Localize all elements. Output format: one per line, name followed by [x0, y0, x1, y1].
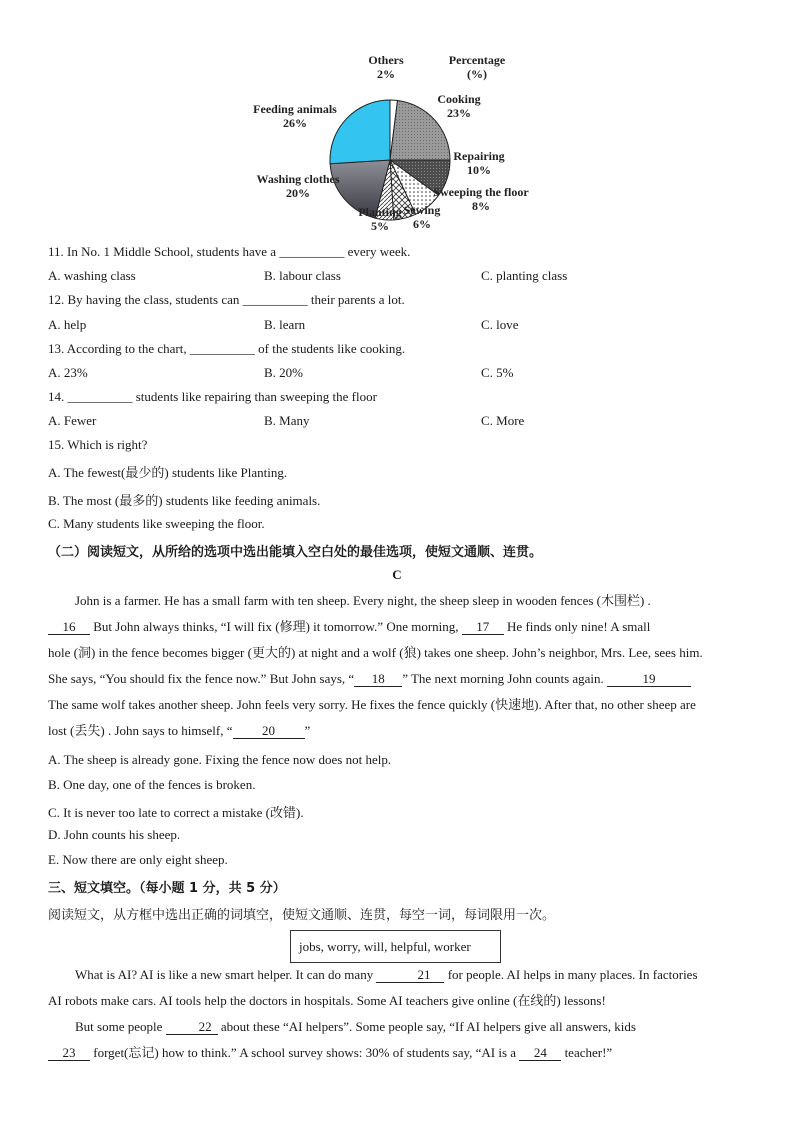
question-13-stem: 13. According to the chart, __________ of the students like cooking. [48, 341, 406, 356]
slice-label: Others [368, 53, 404, 67]
question-15-stem: 15. Which is right? [48, 437, 148, 452]
passage-text: for people. AI helps in many places. In factories [444, 967, 698, 982]
slice-label: Planting [358, 205, 402, 219]
question-13-option-a[interactable]: A. 23% [48, 365, 88, 380]
passage-option-e[interactable]: E. Now there are only eight sheep. [48, 852, 228, 867]
question-14-option-a[interactable]: A. Fewer [48, 413, 97, 428]
answer-blank[interactable]: 24 [519, 1045, 561, 1061]
question-11-stem: 11. In No. 1 Middle School, students have a __________ every week. [48, 244, 411, 259]
answer-blank[interactable]: 19 [607, 671, 691, 687]
slice-value-label: 23% [447, 106, 471, 120]
passage-text: about these “AI helpers”. Some people say, “If AI helpers give all answers, kids [217, 1019, 636, 1034]
passage-text: AI robots make cars. AI tools help the doctors in hospitals. Some AI teachers give online (在线的) lessons! [48, 993, 606, 1008]
section-3-instruction: 阅读短文，从方框中选出正确的词填空，使短文通顺、连贯，每空一词，每词限用一次。 [48, 907, 556, 922]
question-15-option-c[interactable]: C. Many students like sweeping the floor. [48, 516, 265, 531]
slice-value-label: 26% [283, 116, 307, 130]
slice-value-label: 10% [467, 163, 491, 177]
pie-chart [240, 50, 560, 240]
question-11-option-c[interactable]: C. planting class [481, 268, 568, 283]
passage-line [48, 692, 746, 718]
passage-text: teacher!” [561, 1045, 613, 1060]
question-13-option-b[interactable]: B. 20% [264, 365, 303, 380]
passage-text: hole (洞) in the fence becomes bigger (更大的) at night and a wolf (狼) takes one sheep. John’s neighbor, Mrs. Lee, sees him. [48, 645, 703, 660]
slice-label: Cooking [437, 92, 481, 106]
passage-line [48, 666, 746, 692]
slice-value-label: 20% [286, 186, 310, 200]
passage-line [48, 1014, 746, 1040]
passage-line [48, 614, 746, 640]
word-box: jobs, worry, will, helpful, worker [290, 930, 501, 963]
passage-line [48, 988, 746, 1014]
passage-text: But some people [75, 1019, 166, 1034]
slice-label: Sweeping the floor [433, 185, 529, 199]
section-3-heading: 三、短文填空。（每小题 1 分，共 5 分） [48, 881, 286, 896]
passage-text: He finds only nine! A small [503, 619, 651, 634]
passage-text: But John always thinks, “I will fix (修理) it tomorrow.” One morning, [90, 619, 462, 634]
answer-blank[interactable]: 22 [166, 1019, 218, 1035]
passage-text: lost (丢失) . John says to himself, “ [48, 723, 233, 738]
question-14-stem: 14. __________ students like repairing than sweeping the floor [48, 389, 377, 404]
slice-value-label: 6% [413, 217, 431, 231]
question-11-option-b[interactable]: B. labour class [264, 268, 341, 283]
slice-label: Repairing [453, 149, 505, 163]
passage-line [48, 588, 746, 614]
passage-text: ” [304, 723, 311, 738]
passage-line [48, 962, 746, 988]
question-12-option-b[interactable]: B. learn [264, 317, 306, 332]
passage-line [48, 718, 746, 744]
question-12-stem: 12. By having the class, students can __________ their parents a lot. [48, 292, 405, 307]
question-15-option-a[interactable]: A. The fewest(最少的) students like Planting. [48, 465, 288, 480]
passage-line [48, 640, 746, 666]
answer-blank[interactable]: 18 [354, 671, 402, 687]
answer-blank[interactable]: 21 [376, 967, 444, 983]
question-13-option-c[interactable]: C. 5% [481, 365, 514, 380]
slice-label: Washing clothes [256, 172, 340, 186]
passage-option-c[interactable]: C. It is never too late to correct a mistake (改错). [48, 805, 304, 820]
passage-text: John is a farmer. He has a small farm with ten sheep. Every night, the sheep sleep in wooden fences (木围栏) . [75, 593, 651, 608]
answer-blank[interactable]: 17 [462, 619, 504, 635]
question-12-option-a[interactable]: A. help [48, 317, 87, 332]
slice-label: Feeding animals [253, 102, 337, 116]
answer-blank[interactable]: 20 [233, 723, 305, 739]
question-14-option-b[interactable]: B. Many [264, 413, 310, 428]
passage-option-b[interactable]: B. One day, one of the fences is broken. [48, 777, 256, 792]
slice-label: Sewing [403, 203, 441, 217]
pie-slice-feeding-animals [330, 100, 390, 164]
answer-blank[interactable]: 23 [48, 1045, 90, 1061]
question-12-option-c[interactable]: C. love [481, 317, 519, 332]
slice-value-label: 2% [377, 67, 395, 81]
passage-text: ” The next morning John counts again. [402, 671, 608, 686]
question-14-option-c[interactable]: C. More [481, 413, 525, 428]
passage-option-d[interactable]: D. John counts his sheep. [48, 827, 181, 842]
legend-title: Percentage [448, 53, 506, 67]
pie-slice-cooking [390, 100, 450, 160]
passage-text: forget(忘记) how to think.” A school survey shows: 30% of students say, “AI is a [90, 1045, 520, 1060]
passage-text: What is AI? AI is like a new smart helper. It can do many [75, 967, 377, 982]
slice-value-label: 5% [371, 219, 389, 233]
passage-text: The same wolf takes another sheep. John feels very sorry. He fixes the fence quickly (快速地). After that, no other sheep are [48, 697, 696, 712]
passage-title: C [392, 567, 402, 582]
question-15-option-b[interactable]: B. The most (最多的) students like feeding animals. [48, 493, 321, 508]
question-11-option-a[interactable]: A. washing class [48, 268, 136, 283]
passage-line [48, 1040, 746, 1066]
passage-text: She says, “You should fix the fence now.” But John says, “ [48, 671, 355, 686]
passage-option-a[interactable]: A. The sheep is already gone. Fixing the fence now does not help. [48, 752, 392, 767]
slice-value-label: 8% [472, 199, 490, 213]
answer-blank[interactable]: 16 [48, 619, 90, 635]
section-2-heading: （二）阅读短文，从所给的选项中选出能填入空白处的最佳选项，使短文通顺、连贯。 [48, 545, 543, 560]
legend-title-unit: (%) [467, 67, 487, 81]
